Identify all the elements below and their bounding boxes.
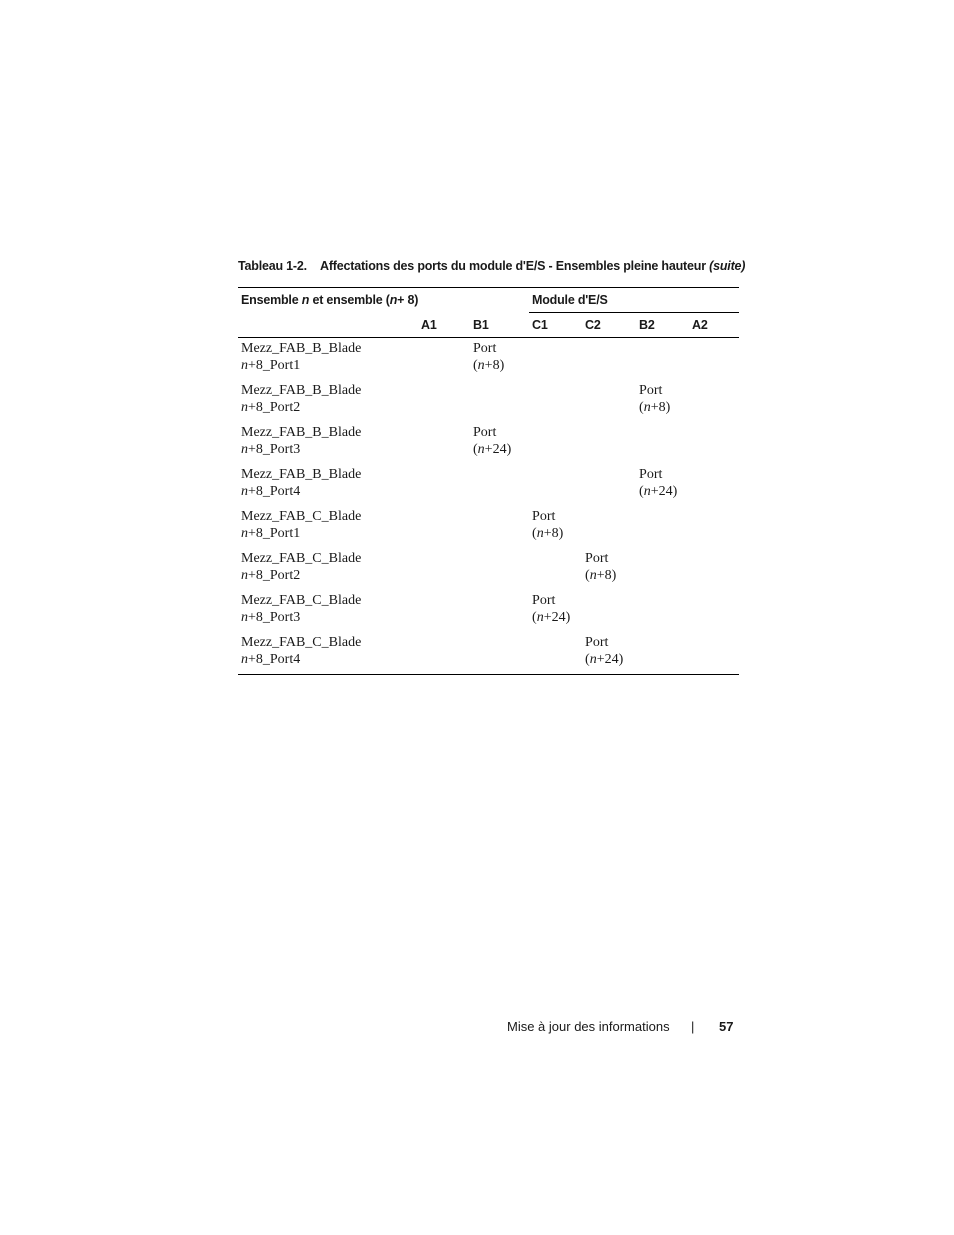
port-cell-c2 (582, 422, 636, 464)
port-cell-c1: Port (n+24) (532, 593, 571, 625)
set-name-cell (238, 632, 418, 675)
port-cell-b2: Port (n+8) (639, 383, 671, 415)
table-row (238, 338, 739, 381)
port-cell-a1 (418, 506, 470, 548)
port-cell-a2 (689, 464, 739, 506)
module-group-header: Module d'E/S (529, 288, 739, 313)
mezz-name: Mezz_FAB_B_Blade (241, 341, 362, 356)
port-cell-a2 (689, 548, 739, 590)
empty-header-cell (238, 313, 418, 338)
mezz-name: Mezz_FAB_B_Blade (241, 383, 362, 398)
port-cell-c2 (582, 590, 636, 632)
port-cell-c1 (529, 548, 582, 590)
table-row (238, 464, 739, 506)
port-name: n+8_Port1 (241, 358, 301, 373)
port-cell-c1 (529, 422, 582, 464)
port-cell-a2 (689, 506, 739, 548)
port-cell-b1 (470, 632, 529, 675)
port-cell-c1 (529, 338, 582, 381)
port-cell-a1 (418, 338, 470, 381)
page-footer (507, 1019, 734, 1034)
port-name: n+8_Port3 (241, 610, 301, 625)
set-name-cell (238, 506, 418, 548)
port-cell-c1 (529, 464, 582, 506)
port-cell-a1 (418, 422, 470, 464)
port-cell-b1 (470, 506, 529, 548)
port-cell-a2 (689, 590, 739, 632)
table-caption (238, 259, 746, 273)
port-cell-b1 (470, 464, 529, 506)
port-cell-b1: Port (n+24) (473, 425, 512, 457)
column-header-a1: A1 (418, 313, 470, 338)
port-cell-a1 (418, 464, 470, 506)
set-name-cell (238, 338, 418, 381)
port-name: n+8_Port2 (241, 400, 301, 415)
port-cell-a2 (689, 422, 739, 464)
port-cell-b2 (636, 338, 689, 381)
port-cell-b1: Port (n+8) (473, 341, 505, 373)
column-header-b1: B1 (470, 313, 529, 338)
column-header-a2: A2 (689, 313, 739, 338)
table-row (238, 548, 739, 590)
set-name-cell (238, 422, 418, 464)
port-cell-b1 (470, 548, 529, 590)
column-header-b2: B2 (636, 313, 689, 338)
footer-section-title: Mise à jour des informations (507, 1019, 670, 1034)
port-cell-c2 (582, 506, 636, 548)
table-number: Tableau 1-2. (238, 259, 307, 273)
port-cell-b2 (636, 548, 689, 590)
table-row (238, 422, 739, 464)
port-cell-a2 (689, 632, 739, 675)
port-cell-c2 (582, 338, 636, 381)
page-number: 57 (719, 1019, 734, 1034)
mezz-name: Mezz_FAB_C_Blade (241, 551, 362, 566)
mezz-name: Mezz_FAB_B_Blade (241, 467, 362, 482)
mezz-name: Mezz_FAB_C_Blade (241, 635, 362, 650)
port-name: n+8_Port1 (241, 526, 301, 541)
port-cell-c2: Port (n+8) (585, 551, 617, 583)
port-cell-a2 (689, 380, 739, 422)
port-cell-a1 (418, 632, 470, 675)
port-name: n+8_Port4 (241, 652, 301, 667)
set-name-cell (238, 590, 418, 632)
port-cell-b2 (636, 422, 689, 464)
port-cell-c2 (582, 464, 636, 506)
table-title-suffix: (suite) (709, 259, 746, 273)
port-cell-b2 (636, 506, 689, 548)
port-cell-b2 (636, 632, 689, 675)
port-cell-a1 (418, 380, 470, 422)
port-cell-c1 (529, 632, 582, 675)
port-cell-a2 (689, 338, 739, 381)
port-cell-a1 (418, 590, 470, 632)
port-cell-c1: Port (n+8) (532, 509, 564, 541)
port-name: n+8_Port2 (241, 568, 301, 583)
table-row (238, 632, 739, 675)
table-title: Affectations des ports du module d'E/S - Ensembles pleine hauteur (320, 259, 706, 273)
mezz-name: Mezz_FAB_C_Blade (241, 593, 362, 608)
port-cell-b2 (636, 590, 689, 632)
port-cell-b1 (470, 380, 529, 422)
table-row (238, 380, 739, 422)
port-cell-c2 (582, 380, 636, 422)
footer-separator: | (691, 1019, 695, 1034)
port-cell-c2: Port (n+24) (582, 632, 636, 675)
mezz-name: Mezz_FAB_B_Blade (241, 425, 362, 440)
column-header-c1: C1 (529, 313, 582, 338)
port-name: n+8_Port3 (241, 442, 301, 457)
port-cell-b2: Port (n+24) (639, 467, 678, 499)
port-cell-b1 (470, 590, 529, 632)
set-name-cell (238, 464, 418, 506)
table-body (238, 338, 739, 675)
port-cell-c1 (529, 380, 582, 422)
table-row (238, 506, 739, 548)
port-name: n+8_Port4 (241, 484, 301, 499)
port-cell-a1 (418, 548, 470, 590)
set-name-cell (238, 380, 418, 422)
set-column-header: Ensemble n et ensemble (n+ 8) (238, 288, 529, 313)
column-header-c2: C2 (582, 313, 636, 338)
mezz-name: Mezz_FAB_C_Blade (241, 509, 362, 524)
port-assignment-table (238, 287, 739, 675)
set-name-cell (238, 548, 418, 590)
table-row (238, 590, 739, 632)
